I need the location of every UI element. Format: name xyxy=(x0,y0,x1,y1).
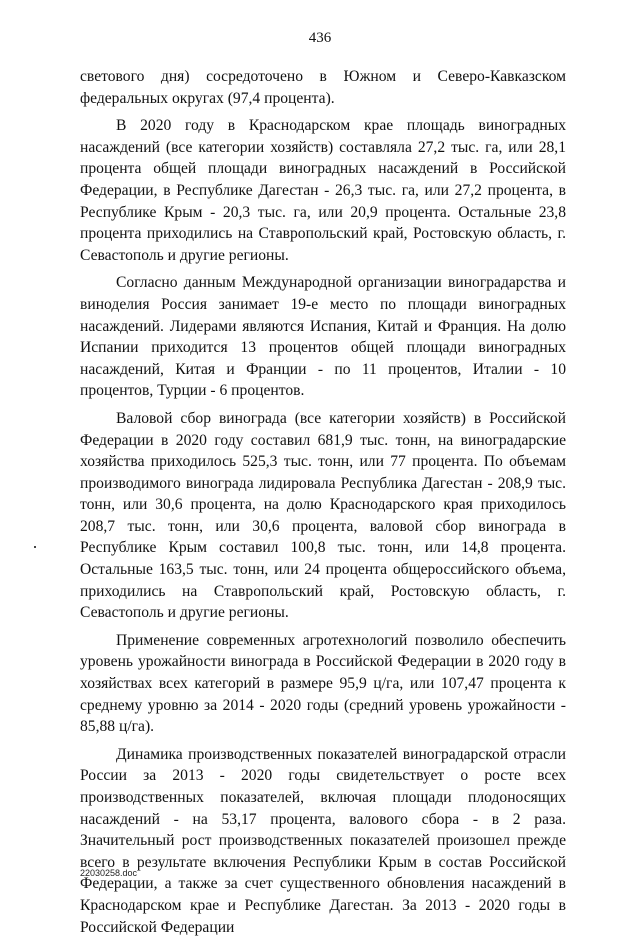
paragraph-2: В 2020 году в Краснодарском крае площадь виноградных насаждений (все категории хозяйств) составляла 27,2 тыс. га, или 28,1 процента общей площади виноградных насаждений в Российской Федерации, в Республике Дагестан - 26,3 тыс. га, или 27,2 процента, в Республике Крым - 20,3 тыс. га, или 20,9 процента. Остальные 23,8 процента приходились на Ставропольский край, Ростовскую область, г. Севастополь и другие регионы. xyxy=(80,117,566,264)
paragraph-6: Динамика производственных показателей виноградарской отрасли России за 2013 - 2020 годы свидетельствует о росте всех производственных показателей, включая площади плодоносящих насаждений - на 53,17 процента, валового сбора - в 2 раза. Значительный рост производственных показателей произошел прежде всего в результате включения Республики Крым в состав Российской Федерации, а также за счет существенного обновления насаждений в Краснодарском крае и Республике Дагестан. За 2013 - 2020 годы в Российской Федерации xyxy=(80,745,566,936)
paragraph-1: светового дня) сосредоточено в Южном и Северо-Кавказском федеральных округах (97,4 процента). xyxy=(80,68,566,107)
paragraph-5: Применение современных агротехнологий позволило обеспечить уровень урожайности винограда в Российской Федерации в 2020 году в хозяйствах всех категорий в размере 95,9 ц/га, или 107,47 процента к среднему уровню за 2014 - 2020 годы (средний уровень урожайности - 85,88 ц/га). xyxy=(80,631,566,736)
document-body xyxy=(80,66,566,938)
paragraph-4: Валовой сбор винограда (все категории хозяйств) в Российской Федерации в 2020 году составил 681,9 тыс. тонн, на виноградарские хозяйства приходилось 525,3 тыс. тонн, или 77 процента. По объемам производимого винограда лидировала Республика Дагестан - 208,9 тыс. тонн, или 30,6 процента, на долю Краснодарского края приходилось 208,7 тыс. тонн, или 30,6 процента, валовой сбор винограда в Республике Крым составил 100,8 тыс. тонн, или 14,8 процента. Остальные 163,5 тыс. тонн, или 24 процента общероссийского объема, приходились на Ставропольский край, Ростовскую область, г. Севастополь и другие регионы. xyxy=(80,409,566,622)
footer-file-code: 22030258.doc xyxy=(80,868,138,878)
margin-mark xyxy=(34,546,36,548)
paragraph-3: Согласно данным Международной организации виноградарства и виноделия Россия занимает 19-е место по площади виноградных насаждений. Лидерами являются Испания, Китай и Франция. На долю Испании приходится 13 процентов общей площади виноградных насаждений, Китая и Франции - по 11 процентов, Италии - 10 процентов, Турции - 6 процентов. xyxy=(80,274,566,400)
page-number: 436 xyxy=(308,30,332,46)
